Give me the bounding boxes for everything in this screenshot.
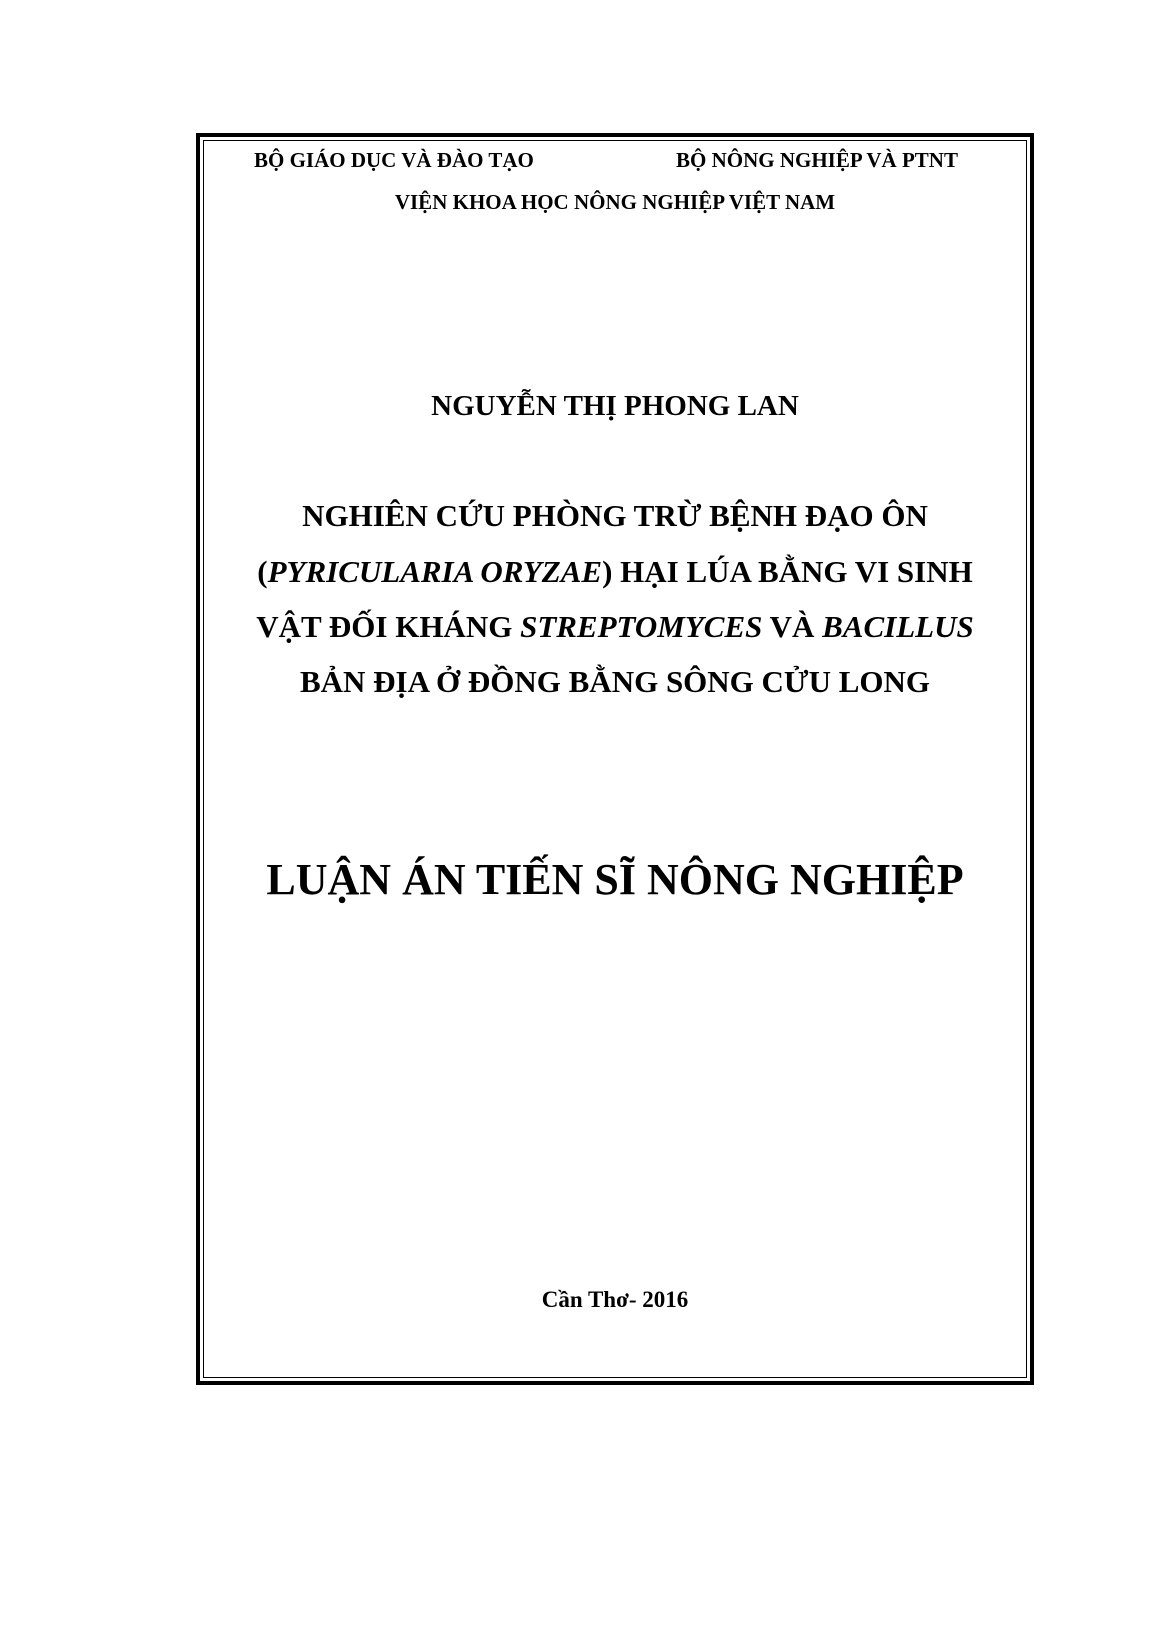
author-name: NGUYỄN THỊ PHONG LAN (431, 390, 799, 422)
title-line-3-start: VẬT ĐỐI KHÁNG (256, 609, 521, 644)
title-paren: ( (257, 554, 268, 589)
thesis-title-line-4: BẢN ĐỊA Ở ĐỒNG BẰNG SÔNG CỬU LONG (299, 664, 931, 699)
title-line-3-mid: VÀ (762, 609, 823, 644)
thesis-title-line-2 (203, 556, 1027, 587)
title-genus-bacillus: BACILLUS (822, 609, 974, 644)
ministry-agriculture: BỘ NÔNG NGHIỆP VÀ PTNT (676, 148, 958, 172)
title-species-pyricularia: PYRICULARIA ORYZAE (267, 554, 603, 589)
title-genus-streptomyces: STREPTOMYCES (520, 609, 763, 644)
thesis-title-line-3 (203, 611, 1027, 642)
thesis-title-line-1: NGHIÊN CỨU PHÒNG TRỪ BỆNH ĐẠO ÔN (302, 498, 928, 533)
cover-border-inner (203, 140, 1027, 1378)
title-line-2-rest: ) HẠI LÚA BẰNG VI SINH (602, 554, 973, 589)
place-and-year: Cần Thơ- 2016 (541, 1287, 689, 1312)
institute-name: VIỆN KHOA HỌC NÔNG NGHIỆP VIỆT NAM (394, 190, 836, 214)
ministry-education: BỘ GIÁO DỤC VÀ ĐÀO TẠO (254, 148, 534, 172)
degree-title: LUẬN ÁN TIẾN SĨ NÔNG NGHIỆP (266, 855, 964, 904)
